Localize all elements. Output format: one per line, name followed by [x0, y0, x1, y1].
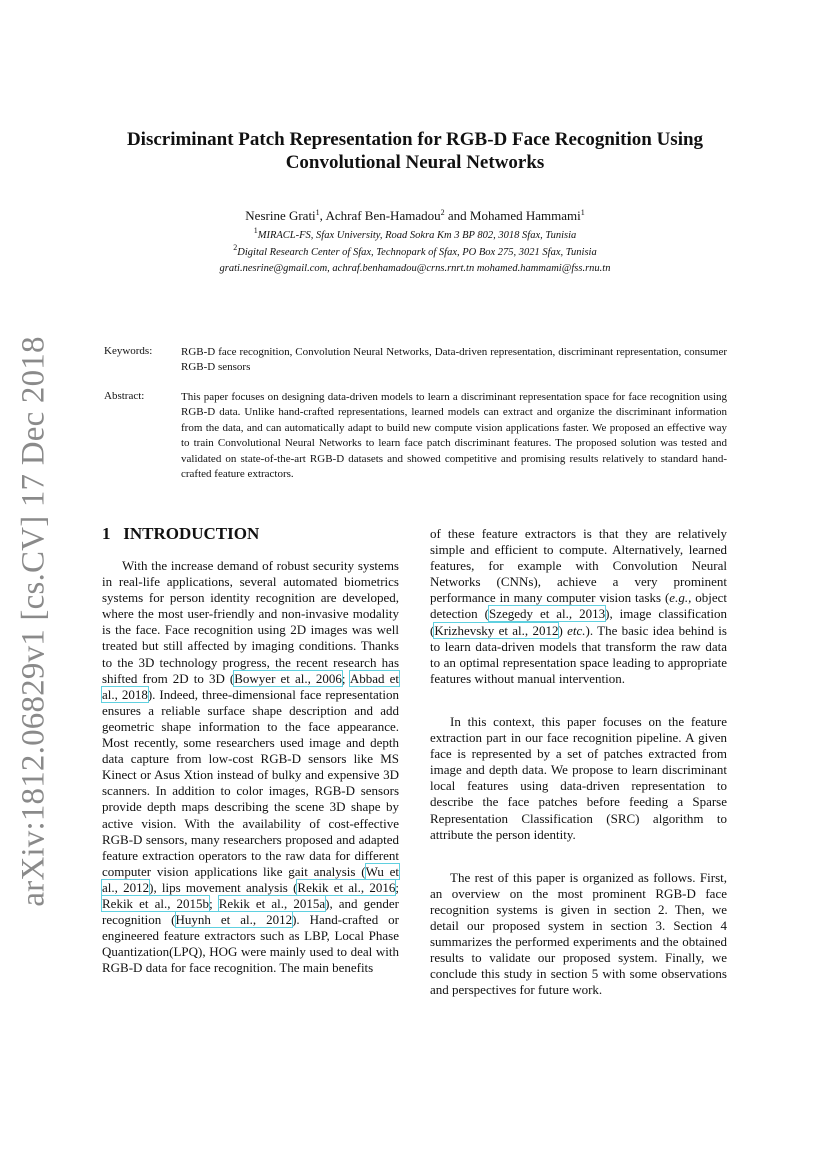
citation-link[interactable]: Rekik et al., 2015a	[218, 895, 326, 911]
left-column	[102, 558, 399, 976]
author-2-affiliation: 2	[440, 208, 445, 217]
author-emails: grati.nesrine@gmail.com, achraf.benhamadou@crns.rnrt.tn mohamed.hammami@fss.rnu.tn	[219, 263, 611, 274]
keywords-text: RGB-D face recognition, Convolution Neural Networks, Data-driven representation, discriminant representation, consumer RGB-D sensors	[181, 346, 727, 374]
intro-paragraph-2: In this context, this paper focuses on the feature extraction part in our face recognition pipeline. A given face is represented by a set of patches extracted from image and depth data. We propose to learn discriminant local features using data-driven representation to describe the face patches before feeding a Sparse Representation Classification (SRC) algorithm to attribute the person identity.	[430, 713, 727, 842]
text-run: of these feature extractors is that they are relatively simple and efficient to compute. Alternatively, learned features, for example with Convolution Neural Networks (CNNs), achieve a very prominent performance in many computer vision tasks (	[430, 526, 727, 606]
affiliation-1	[90, 226, 740, 241]
abstract-text: This paper focuses on designing data-driven models to learn a discriminant representation space for face recognition using RGB-D data. Unlike hand-crafted representations, learned models can extract and organize the discriminant information from the data, and can automatically adapt to build new compute vision applications faster. We proposed an effective way to train Convolutional Neural Networks to learn face patch discriminant features. The proposed solution was tested and validated on state-of-the-art RGB-D datasets and showed competitive and promising results relatively to standard hand-crafted feature extractors.	[181, 391, 727, 481]
author-2: , Achraf Ben-Hamadou	[319, 208, 441, 223]
text-run: etc.	[567, 622, 586, 638]
author-3: and Mohamed Hammami	[444, 208, 581, 223]
citation-link[interactable]: Huynh et al., 2012	[175, 912, 293, 928]
text-run: With the increase demand of robust security systems in real-life applications, several automated biometrics systems for person identity recognition are developed, where the most user-friendly and non-invasive modality is the face. Face recognition using 2D images was well treated but still affected by imaging conditions. Thanks to the 3D technology progress, the recent research has shifted from 2D to 3D (	[102, 558, 399, 686]
affiliation-1-marker: 1	[253, 226, 258, 235]
paper-title	[90, 128, 740, 174]
text-run: e.g.,	[669, 590, 692, 606]
abstract-label: Abstract:	[104, 390, 145, 402]
citation-link[interactable]: Krizhevsky et al., 2012	[434, 622, 559, 638]
author-1-affiliation: 1	[315, 208, 320, 217]
right-column	[430, 526, 727, 998]
section-number: 1	[102, 524, 111, 543]
citation-link[interactable]: Abbad et al., 2018	[102, 670, 400, 702]
text-run: ), image classification (	[430, 606, 727, 638]
affiliation-1-text: MIRACL-FS, Sfax University, Road Sokra Km 3 BP 802, 3018 Sfax, Tunisia	[257, 230, 577, 241]
affiliation-2	[90, 243, 740, 258]
text-run: ). The basic idea behind is to learn data-driven models that transform the raw data to an optimal representation space leading to appropriate features without manual intervention.	[430, 622, 727, 686]
citation-link[interactable]: Rekik et al., 2016	[297, 879, 396, 895]
text-run: ), and gender recognition (	[102, 895, 399, 928]
intro-paragraph-1-continued	[430, 526, 727, 687]
title-line-1: Discriminant Patch Representation for RGB-D Face Recognition Using	[126, 129, 704, 150]
keywords-label: Keywords:	[104, 345, 153, 357]
intro-paragraph-1	[102, 558, 399, 976]
arxiv-identifier	[10, 326, 58, 916]
arxiv-identifier-text: arXiv:1812.06829v1 [cs.CV] 17 Dec 2018	[15, 335, 52, 907]
citation-link[interactable]: Rekik et al., 2015b	[102, 895, 210, 911]
citation-link[interactable]: Wu et al., 2012	[102, 863, 399, 895]
text-run: ), lips movement analysis (	[149, 879, 298, 895]
text-run: ;	[341, 670, 350, 686]
text-run: ). Indeed, three-dimensional face representation ensures a reliable surface shape description and add geometric shape information to the face appearance. Most recently, some researchers used image and depth data capture from low-cost RGB-D sensors like MS Kinect or Asus Xtion instead of bulky and expensive 3D scanners. In addition to color images, RGB-D sensors provide depth maps describing the scene 3D shape by active vision. With the availability of cost-effective RGB-D sensors, many researchers proposed and adapted feature extraction operators to the raw data for different computer vision applications like gait analysis (	[102, 686, 399, 879]
author-list	[90, 208, 740, 224]
author-3-affiliation: 1	[580, 208, 585, 217]
text-run: ;	[209, 895, 219, 911]
citation-link[interactable]: Szegedy et al., 2013	[488, 606, 606, 622]
intro-paragraph-3: The rest of this paper is organized as follows. First, an overview on the most prominent RGB-D face recognition systems is given in section 2. Then, we detail our proposed system in section 3. Section 4 summarizes the performed experiments and the obtained results to validate our proposed system. Finally, we conclude this study in section 5 with some observations and perspectives for future work.	[430, 869, 727, 998]
section-heading	[102, 524, 259, 544]
text-run: object detection (	[430, 590, 727, 622]
title-line-2: Convolutional Neural Networks	[285, 152, 545, 173]
section-title: INTRODUCTION	[123, 524, 260, 543]
affiliation-2-marker: 2	[233, 243, 238, 252]
text-run: ;	[395, 879, 400, 895]
citation-link[interactable]: Bowyer et al., 2006	[234, 670, 342, 686]
text-run: ). Hand-crafted or engineered feature extractors such as LBP, Local Phase Quantization(LPQ), HOG were mainly used to deal with RGB-D data for face recognition. The main benefits	[102, 912, 399, 976]
author-1: Nesrine Grati	[245, 208, 316, 223]
text-run: )	[558, 622, 568, 638]
affiliation-2-text: Digital Research Center of Sfax, Technopark of Sfax, PO Box 275, 3021 Sfax, Tunisia	[237, 247, 597, 258]
